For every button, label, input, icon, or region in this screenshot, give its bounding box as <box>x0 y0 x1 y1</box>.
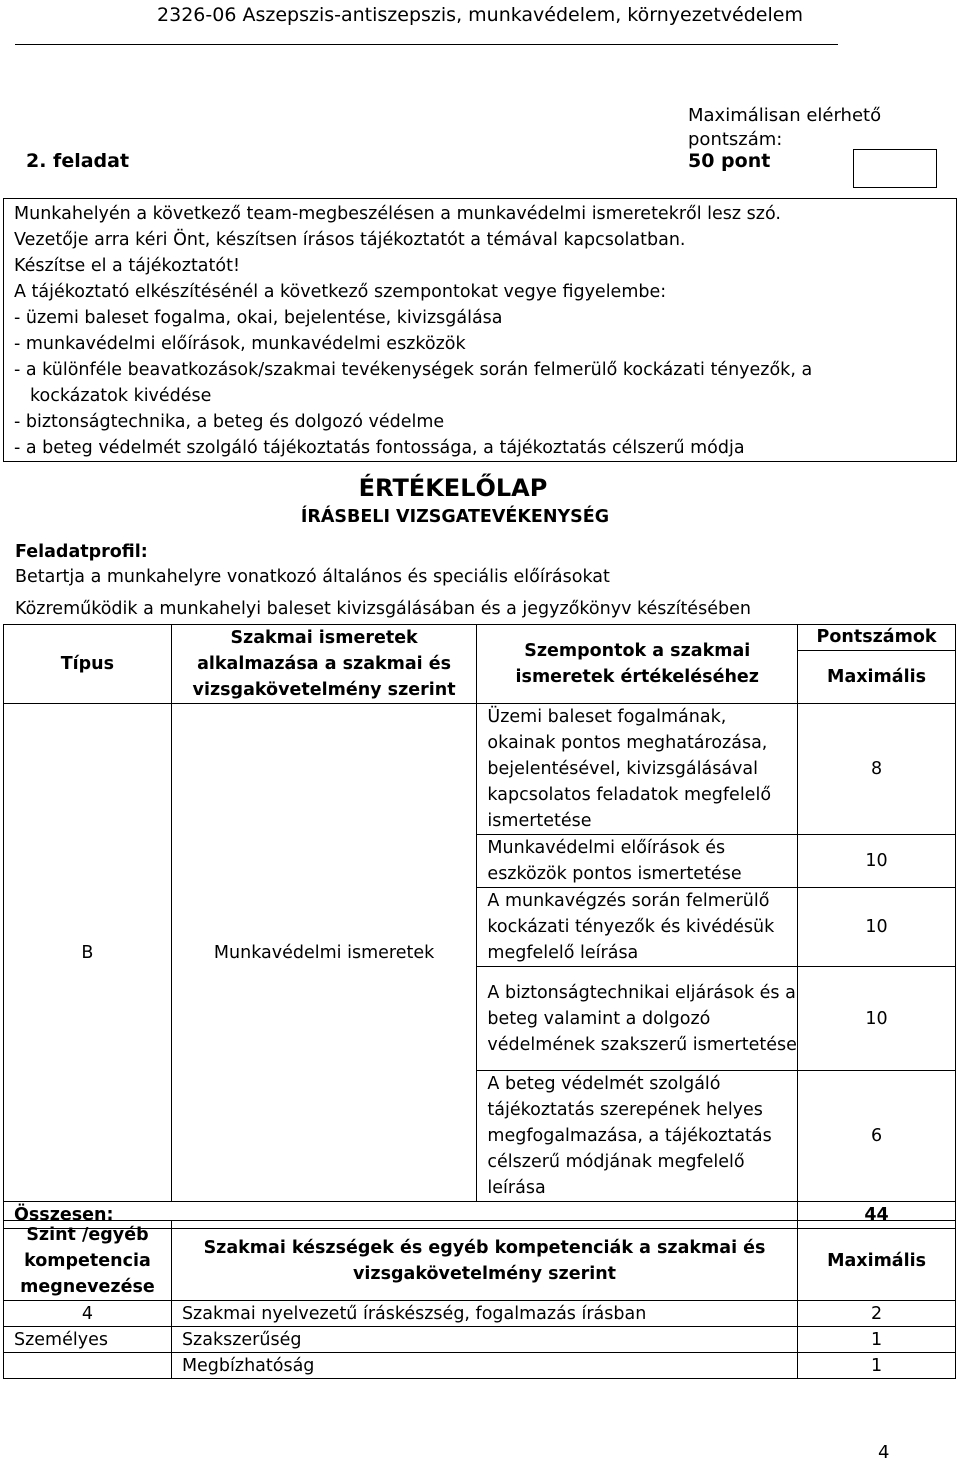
skill-cell: Szakmai nyelvezetű íráskészség, fogalmazás írásban <box>171 1301 797 1327</box>
task-line: - munkavédelmi előírások, munkavédelmi eszközök <box>14 334 466 354</box>
total-label: Összesen: <box>4 1202 798 1229</box>
task-line: - biztonságtechnika, a beteg és dolgozó védelme <box>14 412 445 432</box>
evaluation-table <box>3 624 956 1229</box>
page-number: 4 <box>878 1442 890 1463</box>
task-line: A tájékoztató elkészítésénél a következő szempontokat vegye figyelembe: <box>14 282 667 302</box>
level-cell: Személyes <box>4 1327 172 1353</box>
max-cell: 2 <box>798 1301 956 1327</box>
task-line: - üzemi baleset fogalma, okai, bejelentése, kivizsgálása <box>14 308 503 328</box>
knowledge-cell: Munkavédelmi ismeretek <box>171 704 477 1202</box>
task-line: Készítse el a tájékoztatót! <box>14 256 240 276</box>
max-cell: 8 <box>798 704 956 835</box>
score-box <box>853 149 937 188</box>
task-line: Munkahelyén a következő team-megbeszélésen a munkavédelmi ismeretekről lesz szó. <box>14 204 781 224</box>
competency-table <box>3 1220 956 1379</box>
criteria-cell: A beteg védelmét szolgáló tájékoztatás szerepének helyes megfogalmazása, a tájékoztatás célszerű módjának megfelelő leírása <box>477 1071 798 1202</box>
level-cell: 4 <box>4 1301 172 1327</box>
header-max: Maximális <box>798 650 956 703</box>
criteria-cell: A munkavégzés során felmerülő kockázati tényezők és kivédésük megfelelő leírása <box>477 888 798 967</box>
sheet-title: ÉRTÉKELŐLAP <box>358 474 548 502</box>
task-line: - a különféle beavatkozások/szakmai tevékenységek során felmerülő kockázati tényezők, a <box>14 360 813 380</box>
max-cell: 10 <box>798 888 956 967</box>
max-points-label: Maximálisan elérhető pontszám: <box>688 105 882 150</box>
header-level: Szint /egyéb kompetencia megnevezése <box>4 1221 172 1301</box>
total-value: 44 <box>798 1202 956 1229</box>
skill-cell: Megbízhatóság <box>171 1353 797 1379</box>
task-title: 2. feladat <box>26 150 130 172</box>
skill-cell: Szakszerűség <box>171 1327 797 1353</box>
header-points: Pontszámok <box>798 625 956 651</box>
header-type: Típus <box>4 625 172 704</box>
page-header: 2326-06 Aszepszis-antiszepszis, munkavédelem, környezetvédelem <box>157 4 803 26</box>
task-line: Vezetője arra kéri Önt, készítsen írásos tájékoztatót a témával kapcsolatban. <box>14 230 686 250</box>
header-skills: Szakmai készségek és egyéb kompetenciák a szakmai és vizsgakövetelmény szerint <box>171 1221 797 1301</box>
max-cell: 6 <box>798 1071 956 1202</box>
sheet-subtitle: ÍRÁSBELI VIZSGATEVÉKENYSÉG <box>300 507 610 527</box>
task-line: kockázatok kivédése <box>30 386 212 406</box>
max-points-value: 50 pont <box>688 150 771 172</box>
header-max: Maximális <box>798 1221 956 1301</box>
level-cell <box>4 1353 172 1379</box>
header-criteria: Szempontok a szakmai ismeretek értékeléséhez <box>477 625 798 704</box>
profile-label: Feladatprofil: <box>15 542 148 562</box>
type-cell: B <box>4 704 172 1202</box>
max-cell: 10 <box>798 967 956 1071</box>
max-cell: 1 <box>798 1327 956 1353</box>
profile-line: Betartja a munkahelyre vonatkozó általános és speciális előírásokat <box>15 567 610 587</box>
criteria-cell: A biztonságtechnikai eljárások és a beteg valamint a dolgozó védelmének szakszerű ismertetése <box>477 967 798 1071</box>
criteria-cell: Munkavédelmi előírások és eszközök pontos ismertetése <box>477 835 798 888</box>
header-rule <box>15 44 838 45</box>
task-line: - a beteg védelmét szolgáló tájékoztatás fontossága, a tájékoztatás célszerű módja <box>14 438 745 458</box>
max-cell: 1 <box>798 1353 956 1379</box>
header-knowledge: Szakmai ismeretek alkalmazása a szakmai és vizsgakövetelmény szerint <box>171 625 477 704</box>
profile-line: Közreműködik a munkahelyi baleset kivizsgálásában és a jegyzőkönyv készítésében <box>15 599 751 619</box>
criteria-cell: Üzemi baleset fogalmának, okainak pontos meghatározása, bejelentésével, kivizsgálásával kapcsolatos feladatok megfelelő ismertetése <box>477 704 798 835</box>
task-description <box>3 198 957 462</box>
max-cell: 10 <box>798 835 956 888</box>
